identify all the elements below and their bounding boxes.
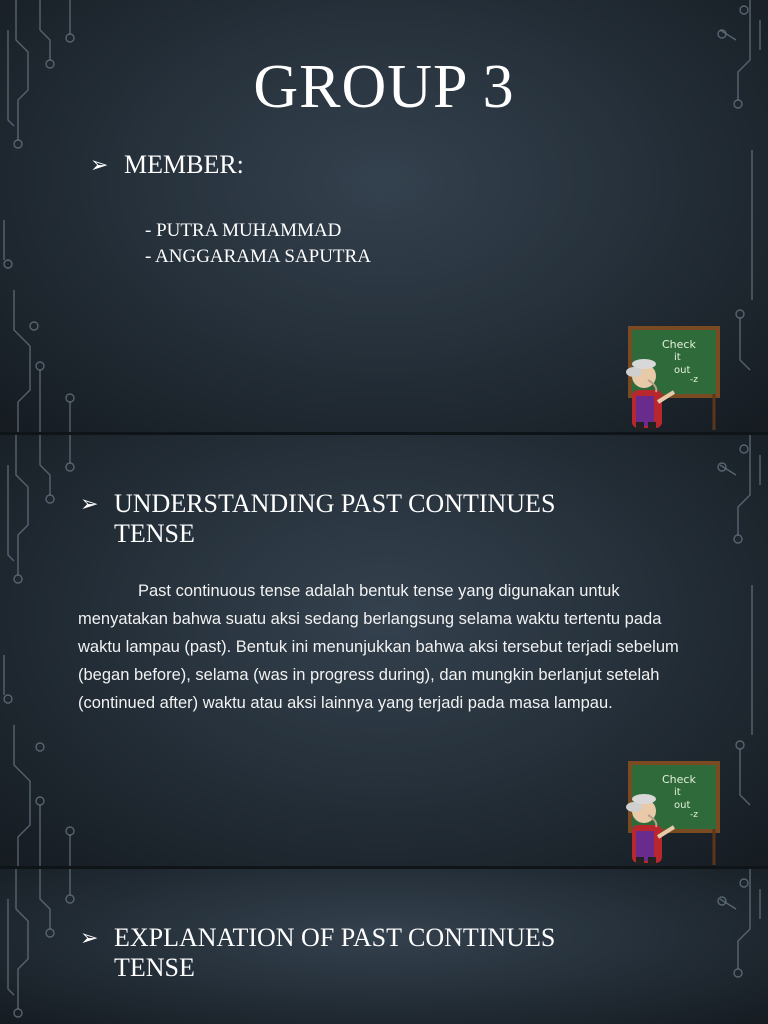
board-text: Check — [662, 773, 696, 786]
slide-3 — [0, 869, 768, 1024]
board-text: -z — [690, 375, 698, 385]
slide-2 — [0, 435, 768, 866]
board-text: it — [674, 787, 681, 798]
member-list — [145, 218, 371, 270]
member-name: - PUTRA MUHAMMAD — [145, 220, 342, 241]
heading-line: EXPLANATION OF PAST CONTINUES — [114, 923, 556, 952]
heading-line: TENSE — [114, 519, 195, 548]
board-text: -z — [690, 810, 698, 820]
slide-title: GROUP 3 — [253, 53, 515, 121]
teacher-chalkboard-icon — [618, 757, 722, 866]
board-text: Check — [662, 338, 696, 351]
definition-paragraph: Past continuous tense adalah bentuk tense yang digunakan untuk menyatakan bahwa suatu aksi sedang berlangsung selama waktu tertentu pada waktu lampau (past). Bentuk ini menunjukkan bahwa aksi tersebut terjadi sebelum (began before), selama (was in progress during), dan mungkin berlanjut setelah (continued after) waktu atau aksi lainnya yang terjadi pada masa lampau. — [78, 582, 679, 712]
arrow-bullet-icon: ➢ — [80, 491, 99, 516]
heading-line: UNDERSTANDING PAST CONTINUES — [114, 489, 556, 518]
heading-line: TENSE — [114, 953, 195, 982]
arrow-bullet-icon: ➢ — [80, 925, 99, 950]
member-name: - ANGGARAMA SAPUTRA — [145, 246, 371, 267]
arrow-bullet-icon: ➢ — [90, 152, 109, 177]
board-text: out — [674, 365, 691, 376]
teacher-chalkboard-icon — [618, 322, 722, 432]
explanation-heading — [80, 923, 556, 983]
slide-1 — [0, 0, 768, 432]
member-heading-label: MEMBER: — [124, 150, 244, 179]
understanding-heading — [80, 489, 556, 549]
board-text: out — [674, 800, 691, 811]
board-text: it — [674, 352, 681, 363]
member-heading — [90, 150, 244, 180]
